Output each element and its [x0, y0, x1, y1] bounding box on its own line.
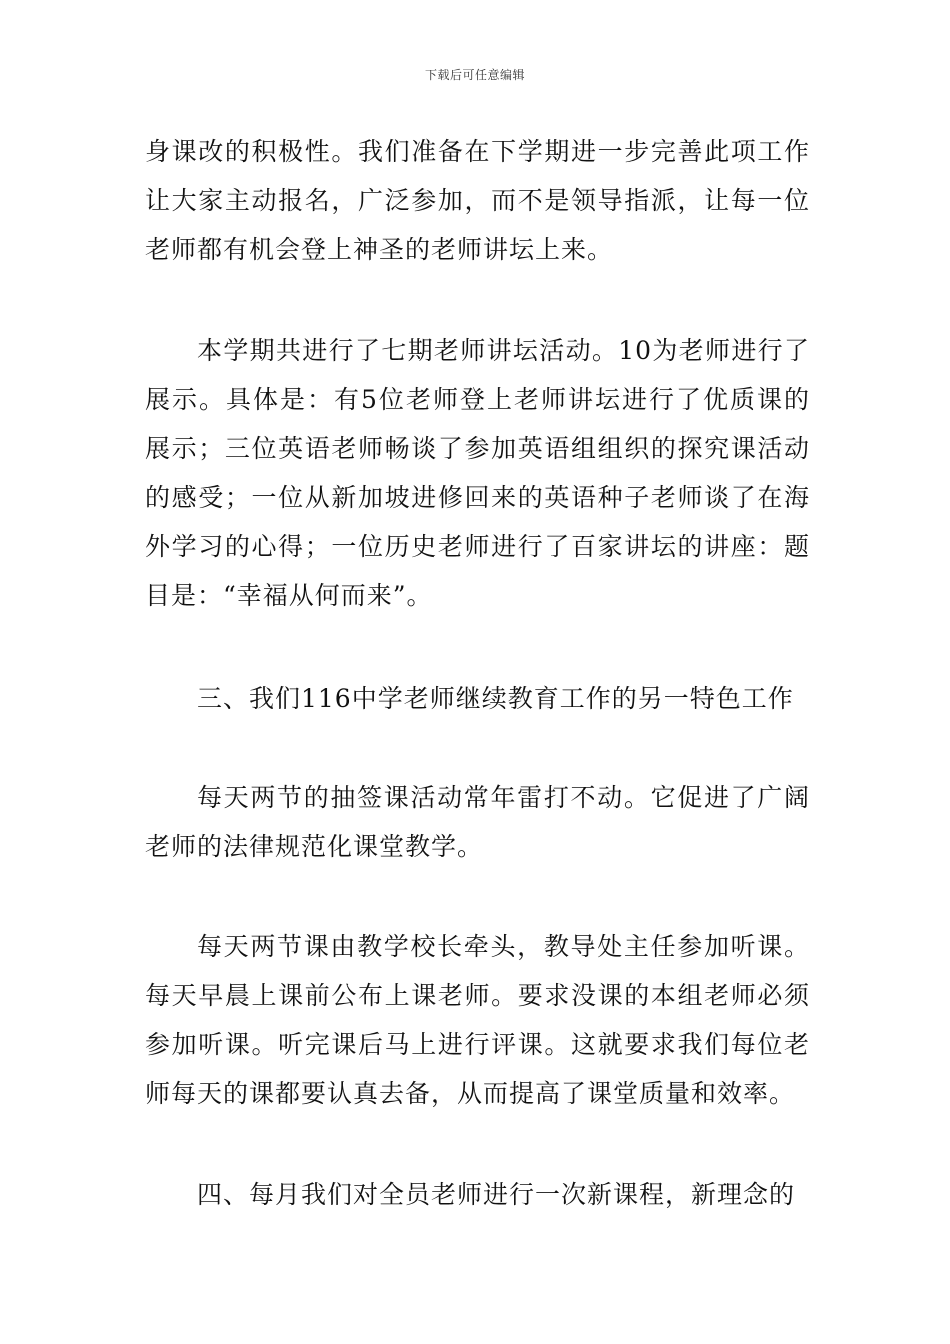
section-heading-4: 四、每月我们对全员老师进行一次新课程，新理念的 [197, 1180, 796, 1209]
paragraph-2: 本学期共进行了七期老师讲坛活动。10为老师进行了展示。具体是：有5位老师登上老师讲坛进行了优质课的展示；三位英语老师畅谈了参加英语组组织的探究课活动的感受；一位从新加坡进修回来的英语种子老师谈了在海外学习的心得；一位历史老师进行了百家讲坛的讲座：题目是：“幸福从何而来”。 [145, 336, 810, 610]
paragraph-4: 每天两节的抽签课活动常年雷打不动。它促进了广阔老师的法律规范化课堂教学。 [145, 783, 810, 861]
section-heading-3: 三、我们116中学老师继续教育工作的另一特色工作 [197, 684, 794, 713]
page-header: 下载后可任意编辑 [424, 68, 525, 82]
paragraph-5: 每天两节课由教学校长牵头，教导处主任参加听课。每天早晨上课前公布上课老师。要求没课的本组老师必须参加听课。听完课后马上进行评课。这就要求我们每位老师每天的课都要认真去备，从而提高了课堂质量和效率。 [145, 932, 810, 1108]
paragraph-1: 身课改的积极性。我们准备在下学期进一步完善此项工作让大家主动报名，广泛参加，而不是领导指派，让每一位老师都有机会登上神圣的老师讲坛上来。 [145, 137, 810, 264]
